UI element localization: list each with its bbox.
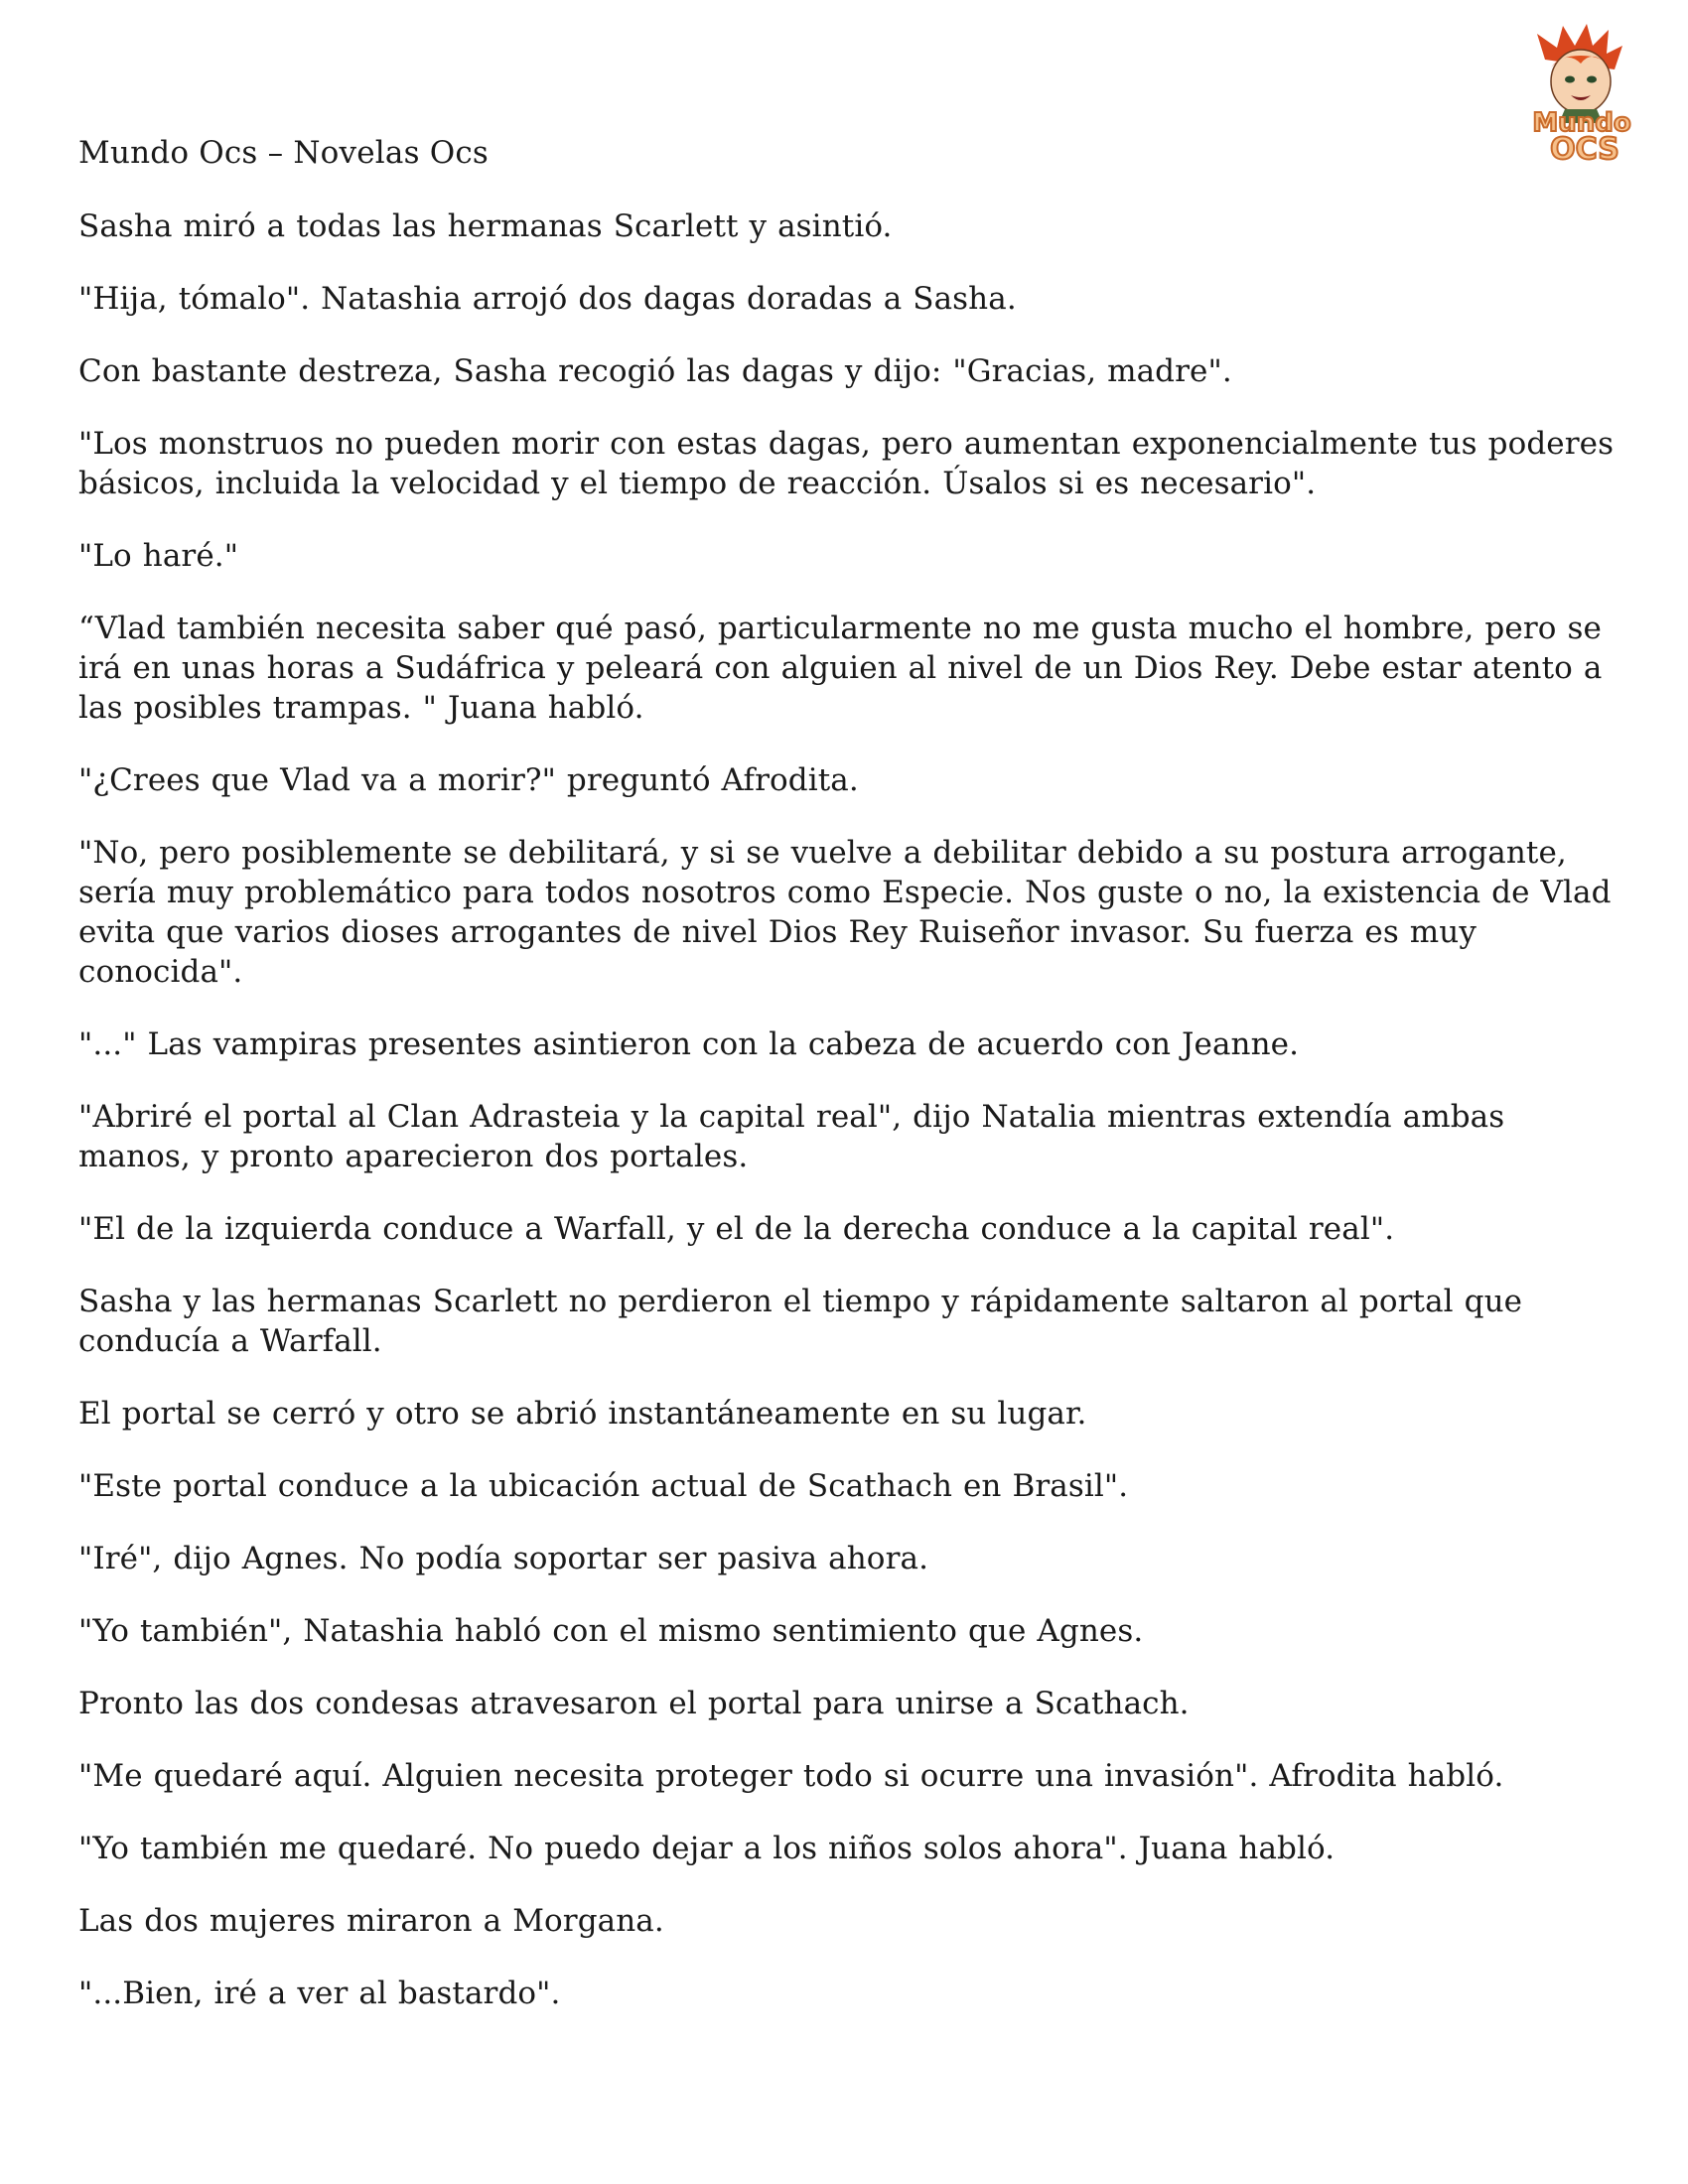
mundo-ocs-logo <box>1507 20 1656 169</box>
paragraph: "Yo también me quedaré. No puedo dejar a los niños solos ahora". Juana habló. <box>78 1831 1336 1866</box>
paragraph: "Hija, tómalo". Natashia arrojó dos dagas doradas a Sasha. <box>78 281 1017 317</box>
paragraph: "...Bien, iré a ver al bastardo". <box>78 1976 561 2011</box>
paragraph: "Este portal conduce a la ubicación actual de Scathach en Brasil". <box>78 1468 1129 1504</box>
paragraph: "El de la izquierda conduce a Warfall, y el de la derecha conduce a la capital real". <box>78 1211 1395 1247</box>
paragraph: "..." Las vampiras presentes asintieron con la cabeza de acuerdo con Jeanne. <box>78 1026 1300 1062</box>
paragraph: "Los monstruos no pueden morir con estas dagas, pero aumentan exponencialmente tus poderes básicos, incluida la velocidad y el tiempo de reacción. Úsalos si es necesario". <box>78 426 1615 501</box>
paragraph: Sasha miró a todas las hermanas Scarlett y asintió. <box>78 208 893 244</box>
logo-text-line2: OCS <box>1550 132 1619 167</box>
mundo-ocs-logo-icon <box>1507 20 1656 169</box>
paragraph: "Lo haré." <box>78 538 239 574</box>
paragraph: "Abriré el portal al Clan Adrasteia y la capital real", dijo Natalia mientras extendía ambas manos, y pronto aparecieron dos portales. <box>78 1099 1505 1174</box>
paragraph: "No, pero posiblemente se debilitará, y si se vuelve a debilitar debido a su postura arrogante, sería muy problemático para todos nosotros como Especie. Nos guste o no, la existencia de Vlad evita que varios dioses arrogantes de nivel Dios Rey Ruiseñor invasor. Su fuerza es muy conocida". <box>78 835 1612 990</box>
paragraph: "Yo también", Natashia habló con el mismo sentimiento que Agnes. <box>78 1613 1144 1649</box>
paragraph: El portal se cerró y otro se abrió instantáneamente en su lugar. <box>78 1396 1087 1432</box>
document-body <box>78 206 1627 2046</box>
paragraph: Sasha y las hermanas Scarlett no perdieron el tiempo y rápidamente saltaron al portal que conducía a Warfall. <box>78 1284 1523 1359</box>
paragraph: Las dos mujeres miraron a Morgana. <box>78 1903 664 1939</box>
paragraph: Pronto las dos condesas atravesaron el portal para unirse a Scathach. <box>78 1686 1190 1721</box>
paragraph: "Iré", dijo Agnes. No podía soportar ser pasiva ahora. <box>78 1541 929 1576</box>
paragraph: Con bastante destreza, Sasha recogió las dagas y dijo: "Gracias, madre". <box>78 353 1232 389</box>
paragraph: “Vlad también necesita saber qué pasó, particularmente no me gusta mucho el hombre, pero se irá en unas horas a Sudáfrica y peleará con alguien al nivel de un Dios Rey. Debe estar atento a las posibles trampas. " Juana habló. <box>78 611 1603 726</box>
paragraph: "¿Crees que Vlad va a morir?" preguntó Afrodita. <box>78 762 859 798</box>
site-title: Mundo Ocs – Novelas Ocs <box>78 135 490 171</box>
logo-text-line1: Mundo <box>1532 108 1631 138</box>
paragraph: "Me quedaré aquí. Alguien necesita proteger todo si ocurre una invasión". Afrodita habló. <box>78 1758 1504 1794</box>
